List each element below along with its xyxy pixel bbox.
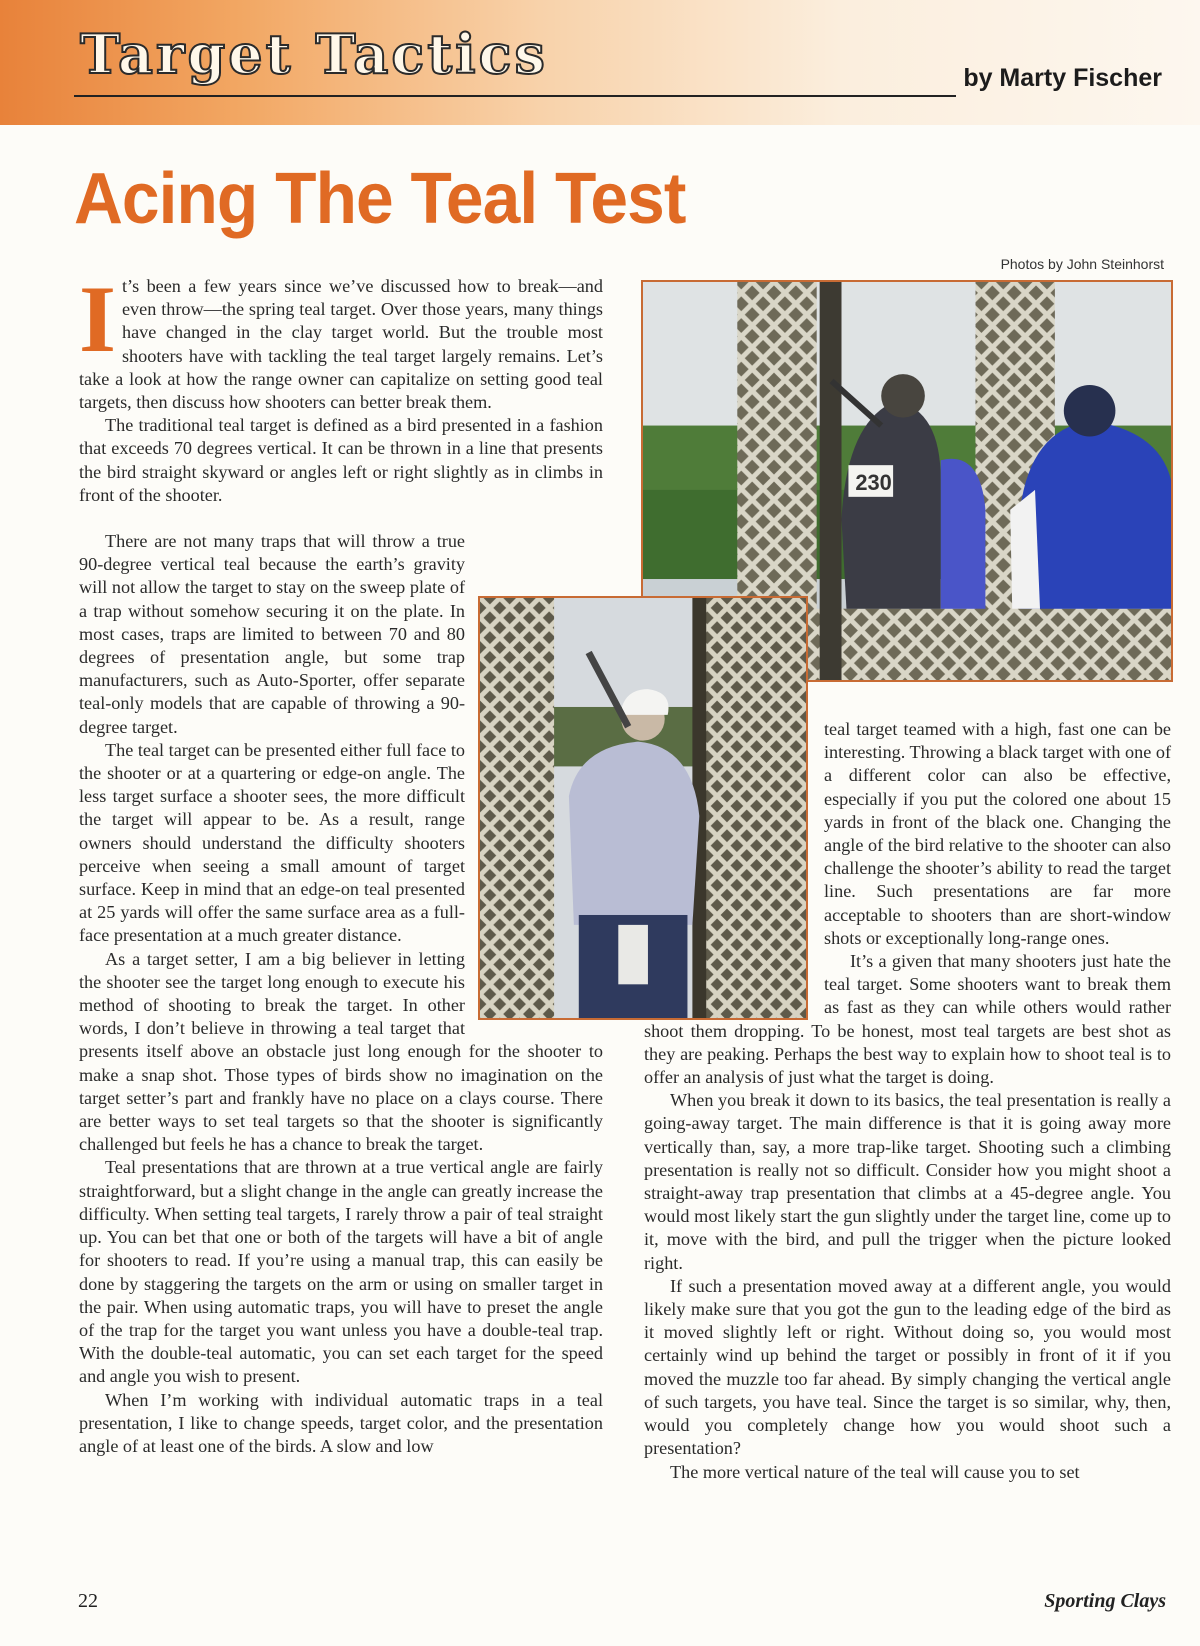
article-column-1-middle xyxy=(79,530,603,1458)
paragraph-1 xyxy=(79,266,603,414)
paragraph-2: The traditional teal target is defined as a bird presented in a fashion that exceeds 70 degrees vertical. It can be thrown in a line that presents the bird straight skyward or angles left or right slightly as in climbs in front of the shooter. xyxy=(79,415,603,505)
paragraph-4: The teal target can be presented either full face to the shooter or at a quartering or edge-on angle. The less target surface a shooter sees, the more difficult the target will appear to be. As a result, range owners should understand the difficulty shooters perceive when seeing a small amount of target surface. Keep in mind that an edge-on teal presented at 25 yards will offer the same surface area as a full-face presentation at a much greater distance. xyxy=(79,739,465,946)
bib-number: 230 xyxy=(855,469,892,495)
paragraph-8: teal target teamed with a high, fast one can be interesting. Throwing a black target with one of a different color can also be effective, especially if you put the colored one about 15 yards in front of the black one. Changing the angle of the bird relative to the shooter can also challenge the shooter’s ability to read the target line. Such presentations are far more acceptable to shooters than are short-window shots or exceptionally long-range ones. xyxy=(824,719,1171,948)
photo2-wrap-spacer-2 xyxy=(644,718,824,1018)
magazine-name: Sporting Clays xyxy=(1044,1590,1166,1612)
article-column-2 xyxy=(644,718,1171,1484)
paragraph-3: There are not many traps that will throw a true 90-degree vertical teal because the earth’s gravity will not allow the target to stay on the sweep plate of a trap without somehow securing it on the plate. In most cases, traps are limited to between 70 and 80 degrees of presentation angle, but some trap manufacturers, such as Auto-Sporter, offer separate teal-only models that are capable of throwing a 90-degree target. xyxy=(79,531,465,737)
paragraph-10: When you break it down to its basics, the teal presentation is really a going-away target. The main difference is that it is going away more vertically than, say, a more trap-like target. Shooting such a climbing presentation is really not so difficult. Consider how you might shoot a straight-away trap presentation that climbs at a 45-degree angle. You would most likely start the gun slightly under the target line, come up to it, move with the bird, and pull the trigger when the picture looked right. xyxy=(644,1090,1171,1273)
paragraph-6: Teal presentations that are thrown at a true vertical angle are fairly straightforward, but a slight change in the angle can greatly increase the difficulty. When setting teal targets, I rarely throw a pair of teal straight up. You can bet that one or both of the targets will have a bit of angle for shooters to read. If you’re using a manual trap, this can easily be done by staggering the targets on the arm or using on smaller target in the pair. When using automatic traps, you will have to preset the angle of the trap for the target you want unless you have a double-teal trap. With the double-teal automatic, you can set each target for the speed and angle you wish to present. xyxy=(79,1157,603,1387)
drop-cap: I xyxy=(79,266,116,372)
page-number: 22 xyxy=(78,1590,98,1612)
byline: by Marty Fischer xyxy=(963,64,1162,92)
byline-rule xyxy=(74,95,956,97)
paragraph-5: As a target setter, I am a big believer in letting the shooter see the target long enough to execute his method of shooting to break the target. In other words, I don’t believe in throwing a teal target that presents itself above an obstacle just long enough for the shooter to make a snap shot. Those types of birds show no imagination on the target setter’s part and frankly have no place on a clays course. There are better ways to set teal targets so that the shooter is significantly challenged but feels he has a chance to break the target. xyxy=(79,948,603,1155)
paragraph-7: When I’m working with individual automatic traps in a teal presentation, I like to change speeds, target color, and the presentation angle of at least one of the birds. A slow and low xyxy=(79,1389,603,1456)
article-headline: Acing The Teal Test xyxy=(74,159,686,239)
section-title: Target Tactics xyxy=(80,22,548,86)
paragraph-11: If such a presentation moved away at a different angle, you would likely make sure that you got the gun to the leading edge of the bird as it moved slightly left or right. Without doing so, you would most certainly wind up behind the target or possibly in front of it if you moved the muzzle too far ahead. By simply changing the vertical angle of such targets, you have teal. Since the target is so similar, why, then, would you completely change how you would shoot such a presentation? xyxy=(644,1275,1171,1459)
photo2-wrap-spacer xyxy=(465,530,603,1040)
photo-credit: Photos by John Steinhorst xyxy=(1000,256,1164,272)
paragraph-12: The more vertical nature of the teal will cause you to set xyxy=(670,1461,1080,1482)
article-column-1-top xyxy=(79,266,603,507)
paragraph-1-text: t’s been a few years since we’ve discussed how to break—and even throw—the spring teal target. Over those years, many things have changed in the clay target world. But the trouble most shooters have with tackling the teal target largely remains. Let’s take a look at how the range owner can capitalize on setting good teal targets, then discuss how shooters can better break them. xyxy=(79,276,603,413)
paragraph-9: It’s a given that many shooters just hate the teal target. Some shooters want to break them as fast as they can while others would rather shoot them dropping. To be honest, most teal targets are best shot as they are peaking. Perhaps the best way to explain how to shoot teal is to offer an analysis of just what the target is doing. xyxy=(644,951,1171,1088)
